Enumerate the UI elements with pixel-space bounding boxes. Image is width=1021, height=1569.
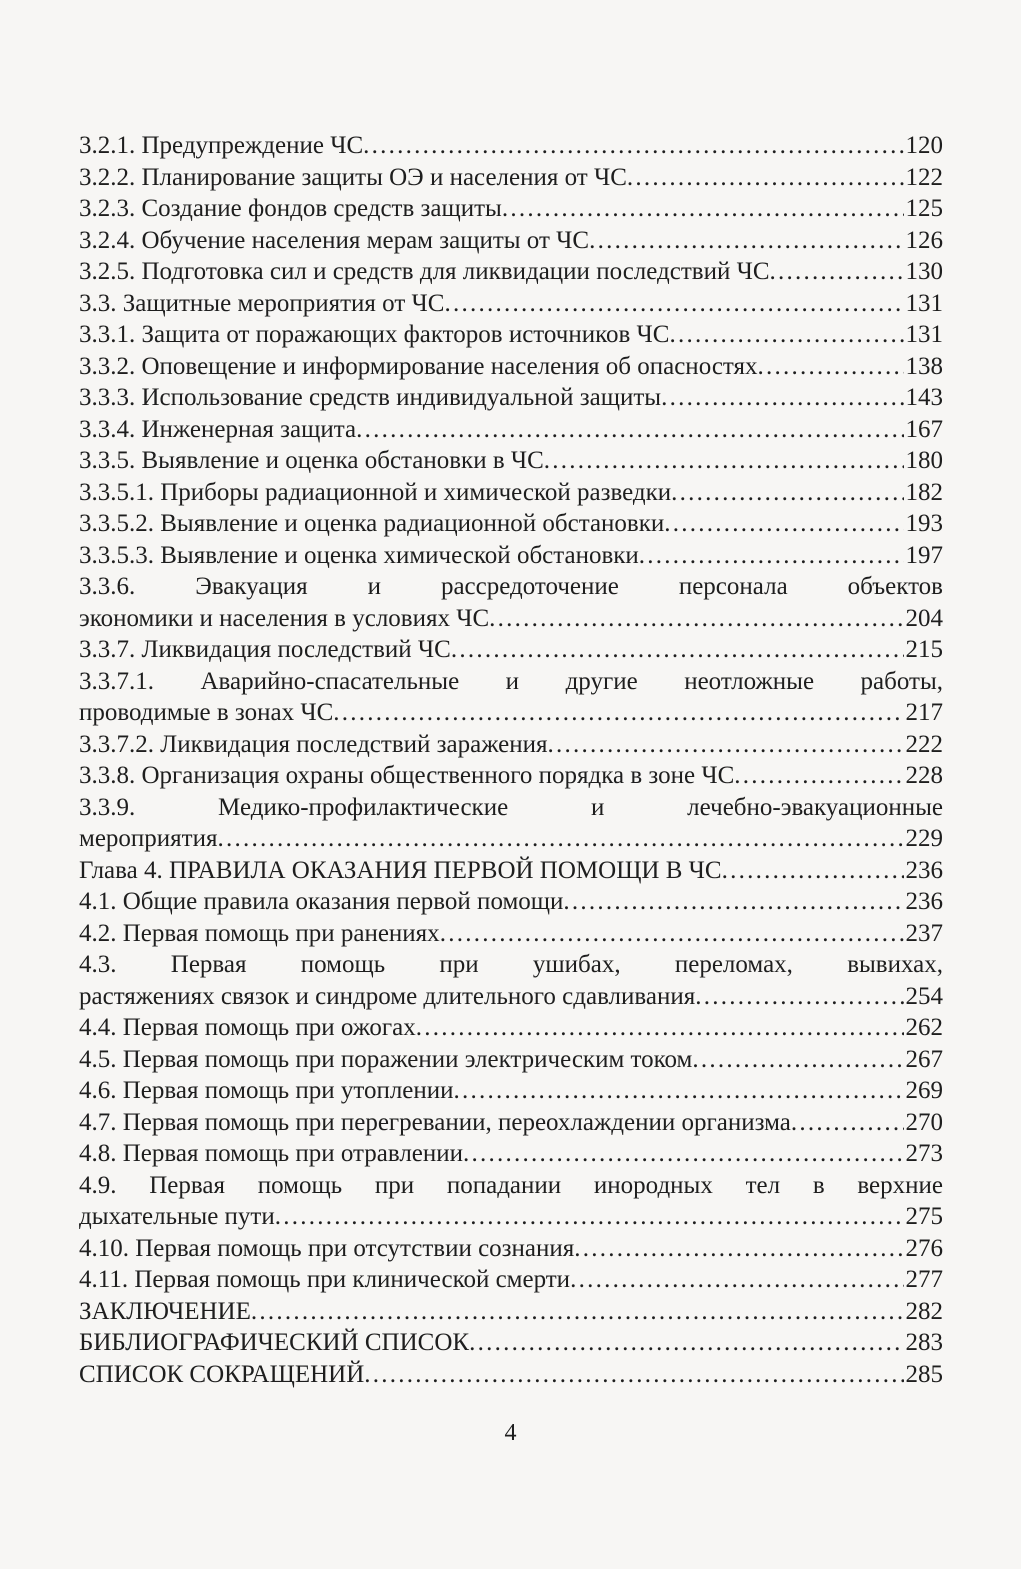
toc-entry-page: 275 (905, 1203, 943, 1230)
toc-entry-page: 125 (905, 195, 943, 222)
toc-entry-title: 3.3.7. Ликвидация последствий ЧС (79, 636, 451, 663)
toc-entry-title: 4.10. Первая помощь при отсутствии сознания (79, 1234, 575, 1262)
toc-entry-page: 229 (905, 825, 943, 852)
toc-entry-page: 131 (905, 321, 943, 348)
toc-entry-title: 3.3.5.1. Приборы радиационной и химической разведки (79, 478, 672, 506)
toc-entry (79, 445, 943, 477)
dot-leader (251, 1296, 904, 1328)
dot-leader (669, 319, 903, 351)
toc-entry (79, 477, 943, 509)
toc-entry (79, 1012, 943, 1044)
toc-entry (79, 1264, 943, 1296)
toc-entry (79, 508, 943, 540)
toc-entry-page: 236 (905, 856, 943, 884)
toc-entry-title: 3.2.5. Подготовка сил и средств для ликвидации последствий ЧС (79, 258, 770, 285)
toc-entry-title-line: 3.3.9. Медико-профилактические и лечебно-эвакуационные (79, 793, 943, 821)
dot-leader (454, 1075, 904, 1107)
dot-leader (451, 634, 904, 666)
toc-entry (79, 666, 943, 729)
toc-entry-line (79, 130, 943, 162)
dot-leader (563, 886, 903, 918)
toc-entry (79, 1327, 943, 1359)
toc-entry (79, 130, 943, 162)
toc-entry-line (79, 382, 943, 414)
toc-entry-line (79, 319, 943, 351)
toc-entry-title: 3.3.8. Организация охраны общественного порядка в зоне ЧС (79, 762, 735, 789)
dot-leader (734, 760, 903, 792)
toc-entry-page: 130 (905, 258, 943, 285)
toc-entry-page: 197 (905, 541, 943, 569)
toc-entry (79, 571, 943, 634)
dot-leader (544, 445, 904, 477)
toc-entry-title: растяжениях связок и синдроме длительного сдавливания (79, 982, 696, 1010)
toc-entry-title: проводимые в зонах ЧС (79, 699, 334, 726)
toc-entry-page: 122 (905, 163, 943, 191)
dot-leader (275, 1201, 904, 1233)
dot-leader (333, 697, 903, 729)
toc-entry-page: 182 (905, 478, 943, 506)
table-of-contents (79, 130, 943, 1390)
dot-leader (364, 1359, 903, 1391)
toc-entry-page: 273 (905, 1140, 943, 1167)
toc-entry-title: Глава 4. ПРАВИЛА ОКАЗАНИЯ ПЕРВОЙ ПОМОЩИ В ЧС (79, 856, 722, 884)
toc-entry-title: 4.6. Первая помощь при утоплении (79, 1077, 454, 1104)
toc-entry-line (79, 697, 943, 729)
toc-entry (79, 162, 943, 194)
dot-leader (363, 130, 903, 162)
toc-entry-title-line: 3.3.6. Эвакуация и рассредоточение персонала объектов (79, 573, 943, 600)
toc-entry-page: 215 (905, 636, 943, 663)
toc-entry-title: 3.3.1. Защита от поражающих факторов источников ЧС (79, 321, 670, 348)
toc-entry-page: 204 (905, 604, 943, 632)
toc-entry-page: 267 (905, 1045, 943, 1073)
dot-leader (469, 1327, 903, 1359)
toc-entry-title: 4.2. Первая помощь при ранениях (79, 919, 440, 947)
dot-leader (570, 1264, 903, 1296)
toc-entry (79, 351, 943, 383)
toc-entry-title-line: 3.3.7.1. Аварийно-спасательные и другие неотложные работы, (79, 667, 943, 695)
toc-entry-title-line: 4.3. Первая помощь при ушибах, переломах, вывихах, (79, 951, 943, 978)
toc-entry-title: 3.3.7.2. Ликвидация последствий заражения (79, 730, 548, 758)
dot-leader (791, 1107, 904, 1139)
toc-entry-page: 254 (905, 982, 943, 1010)
dot-leader (463, 1138, 903, 1170)
dot-leader (770, 256, 904, 288)
toc-entry-line (79, 162, 943, 194)
toc-entry-page: 285 (905, 1360, 943, 1388)
toc-entry-line (79, 855, 943, 887)
dot-leader (627, 162, 904, 194)
toc-entry-title: БИБЛИОГРАФИЧЕСКИЙ СПИСОК (79, 1329, 470, 1356)
toc-entry-line (79, 477, 943, 509)
toc-entry-title-line: 4.9. Первая помощь при попадании инородных тел в верхние (79, 1171, 943, 1199)
toc-entry-title: 3.2.2. Планирование защиты ОЭ и населения от ЧС (79, 163, 627, 191)
toc-entry-line (79, 414, 943, 446)
toc-entry-line (79, 288, 943, 320)
toc-entry-page: 270 (905, 1108, 943, 1136)
toc-entry-title: 3.3.5.2. Выявление и оценка радиационной обстановки (79, 510, 665, 537)
toc-entry (79, 225, 943, 257)
toc-entry-page: 217 (905, 699, 943, 726)
dot-leader (217, 823, 903, 855)
dot-leader (489, 603, 903, 635)
toc-entry-page: 228 (905, 762, 943, 789)
toc-entry-line (79, 1327, 943, 1359)
toc-entry (79, 1075, 943, 1107)
toc-entry (79, 1107, 943, 1139)
dot-leader (758, 351, 904, 383)
toc-entry-line (79, 1264, 943, 1296)
toc-entry-line (79, 1233, 943, 1265)
dot-leader (589, 225, 903, 257)
toc-entry-line (79, 351, 943, 383)
toc-entry-line (79, 1201, 943, 1233)
toc-entry-page: 222 (905, 730, 943, 758)
toc-entry (79, 256, 943, 288)
toc-entry-page: 193 (905, 510, 943, 537)
toc-entry-page: 138 (905, 352, 943, 380)
toc-entry (79, 886, 943, 918)
toc-entry-page: 236 (905, 888, 943, 915)
toc-entry-line (79, 918, 943, 950)
toc-entry-line (79, 225, 943, 257)
toc-entry (79, 949, 943, 1012)
toc-entry-title: ЗАКЛЮЧЕНИЕ (79, 1297, 251, 1325)
toc-entry (79, 1359, 943, 1391)
toc-entry-title: дыхательные пути (79, 1203, 275, 1230)
dot-leader (356, 414, 903, 446)
toc-entry-title: СПИСОК СОКРАЩЕНИЙ (79, 1360, 365, 1388)
toc-entry (79, 792, 943, 855)
toc-entry-title: 3.2.3. Создание фондов средств защиты (79, 195, 502, 222)
toc-entry-title: 4.11. Первая помощь при клинической смерти (79, 1266, 571, 1293)
toc-entry-page: 276 (905, 1234, 943, 1262)
toc-entry-title: 4.1. Общие правила оказания первой помощи (79, 888, 564, 915)
toc-entry-title: 3.3.5. Выявление и оценка обстановки в ЧС (79, 447, 544, 474)
toc-entry-line (79, 540, 943, 572)
toc-entry-line (79, 1012, 943, 1044)
toc-entry (79, 729, 943, 761)
toc-entry (79, 1233, 943, 1265)
toc-entry-page: 282 (905, 1297, 943, 1325)
page-number: 4 (504, 1420, 517, 1446)
toc-entry-line (79, 1075, 943, 1107)
toc-entry-line (79, 729, 943, 761)
toc-entry (79, 540, 943, 572)
toc-entry (79, 414, 943, 446)
dot-leader (502, 193, 904, 225)
toc-entry-line (79, 193, 943, 225)
toc-entry (79, 1170, 943, 1233)
toc-entry (79, 1044, 943, 1076)
dot-leader (661, 382, 903, 414)
dot-leader (639, 540, 904, 572)
toc-entry (79, 382, 943, 414)
toc-entry-title: 3.2.4. Обучение населения мерам защиты от ЧС (79, 226, 590, 254)
toc-entry-line (79, 1359, 943, 1391)
toc-entry-page: 143 (905, 384, 943, 411)
toc-entry (79, 319, 943, 351)
toc-entry-title: 3.3.2. Оповещение и информирование населения об опасностях (79, 352, 758, 380)
toc-entry-page: 283 (905, 1329, 943, 1356)
toc-entry-title: 4.7. Первая помощь при перегревании, переохлаждении организма (79, 1108, 791, 1136)
toc-entry (79, 288, 943, 320)
toc-entry-page: 167 (905, 415, 943, 443)
toc-entry-page: 120 (905, 132, 943, 159)
dot-leader (695, 981, 903, 1013)
toc-entry-line (79, 1044, 943, 1076)
toc-entry-page: 269 (905, 1077, 943, 1104)
toc-entry-page: 180 (905, 447, 943, 474)
toc-entry-line (79, 886, 943, 918)
toc-entry-title: 4.8. Первая помощь при отравлении (79, 1140, 464, 1167)
dot-leader (722, 855, 904, 887)
toc-entry-page: 262 (905, 1014, 943, 1041)
toc-entry-page: 277 (905, 1266, 943, 1293)
toc-entry-title: 3.2.1. Предупреждение ЧС (79, 132, 364, 159)
toc-entry (79, 760, 943, 792)
toc-entry-page: 131 (905, 289, 943, 317)
toc-entry-title: 4.5. Первая помощь при поражении электрическим током (79, 1045, 693, 1073)
dot-leader (671, 477, 903, 509)
toc-entry (79, 1296, 943, 1328)
toc-entry-line (79, 1138, 943, 1170)
dot-leader (444, 288, 903, 320)
toc-entry-title: 3.3.4. Инженерная защита (79, 415, 357, 443)
toc-entry-line (79, 1107, 943, 1139)
toc-entry (79, 193, 943, 225)
toc-entry-title: 4.4. Первая помощь при ожогах (79, 1014, 416, 1041)
toc-entry-page: 126 (905, 226, 943, 254)
toc-entry-line (79, 823, 943, 855)
toc-entry-title: 3.3.5.3. Выявление и оценка химической обстановки (79, 541, 639, 569)
dot-leader (574, 1233, 903, 1265)
toc-entry (79, 1138, 943, 1170)
dot-leader (416, 1012, 904, 1044)
toc-entry-line (79, 634, 943, 666)
toc-entry-line (79, 508, 943, 540)
toc-entry-line (79, 603, 943, 635)
toc-entry-line (79, 981, 943, 1013)
dot-leader (548, 729, 904, 761)
dot-leader (440, 918, 904, 950)
toc-entry (79, 855, 943, 887)
toc-entry-title: 3.3. Защитные мероприятия от ЧС (79, 289, 445, 317)
toc-entry (79, 918, 943, 950)
toc-entry-page: 237 (905, 919, 943, 947)
toc-entry-title: экономики и населения в условиях ЧС (79, 604, 490, 632)
toc-entry-title: мероприятия (79, 825, 218, 852)
toc-entry (79, 634, 943, 666)
toc-entry-line (79, 445, 943, 477)
toc-entry-line (79, 1296, 943, 1328)
dot-leader (664, 508, 903, 540)
toc-entry-title: 3.3.3. Использование средств индивидуальной защиты (79, 384, 662, 411)
toc-entry-line (79, 256, 943, 288)
toc-entry-line (79, 760, 943, 792)
dot-leader (692, 1044, 903, 1076)
